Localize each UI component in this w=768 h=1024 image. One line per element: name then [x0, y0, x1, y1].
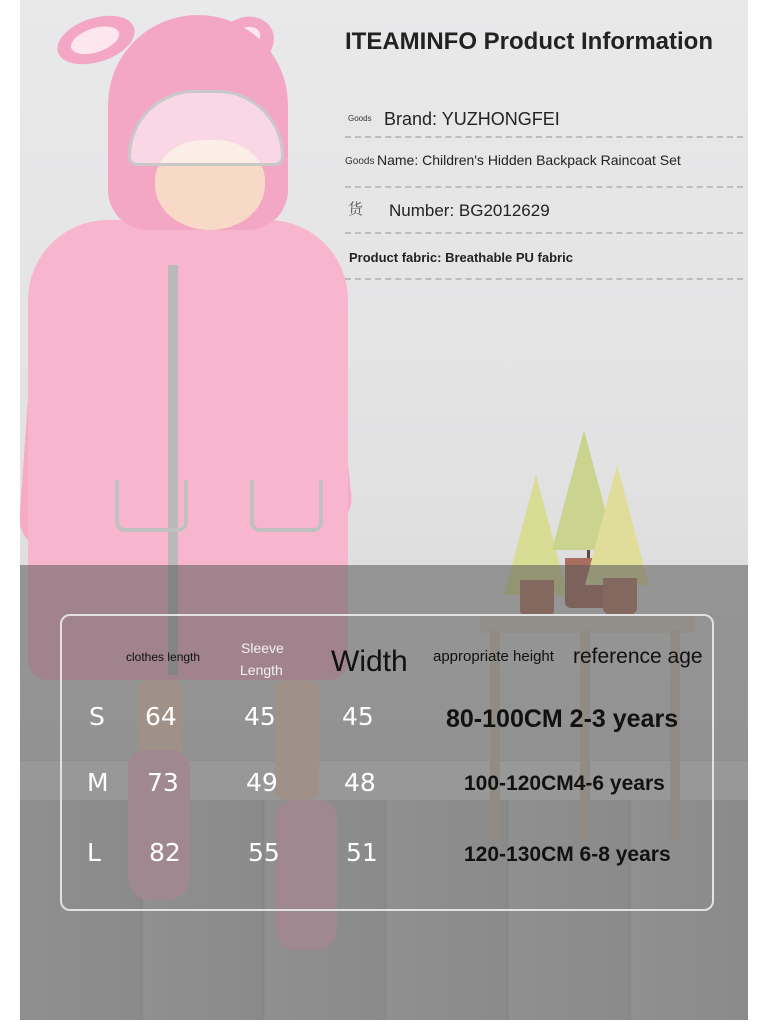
clothes-length-value: 73 [147, 768, 179, 797]
height-age-value: 80-100CM 2-3 years [446, 705, 679, 733]
sleeve-length-value: 49 [246, 768, 278, 797]
width-value: 45 [342, 702, 374, 731]
row-tag: Goods [345, 156, 375, 167]
size-label: L [87, 838, 101, 867]
sleeve-length-value: 45 [244, 702, 276, 731]
height-age-value: 120-130CM 6-8 years [464, 843, 671, 866]
header-width: Width [331, 645, 408, 678]
width-value: 48 [344, 768, 376, 797]
header-appropriate-height: appropriate height [433, 648, 554, 665]
header-clothes-length: clothes length [126, 650, 201, 664]
header-reference-age: reference age [573, 645, 703, 668]
header-sleeve-length-line2: Length [240, 662, 283, 678]
info-row-name [345, 138, 743, 188]
fabric-text: Product fabric: Breathable PU fabric [349, 250, 573, 265]
sleeve-length-value: 55 [248, 838, 280, 867]
info-title: ITEAMINFO Product Information [345, 28, 713, 55]
width-value: 51 [346, 838, 378, 867]
name-text: Name: Children's Hidden Backpack Raincoat Set [377, 152, 681, 168]
info-row-brand [345, 90, 743, 138]
info-row-fabric [345, 234, 743, 280]
size-label: S [89, 702, 105, 731]
raincoat-pocket [115, 480, 188, 532]
clothes-length-value: 64 [145, 702, 177, 731]
number-text: Number: BG2012629 [389, 201, 550, 220]
size-label: M [87, 768, 109, 797]
row-tag: 货 [348, 201, 364, 218]
row-tag: Goods [348, 114, 372, 123]
brand-text: Brand: YUZHONGFEI [384, 109, 560, 129]
header-sleeve-length-line1: Sleeve [241, 640, 284, 656]
clothes-length-value: 82 [149, 838, 181, 867]
info-row-number [345, 188, 743, 234]
height-age-value: 100-120CM4-6 years [464, 772, 665, 795]
raincoat-pocket [250, 480, 323, 532]
